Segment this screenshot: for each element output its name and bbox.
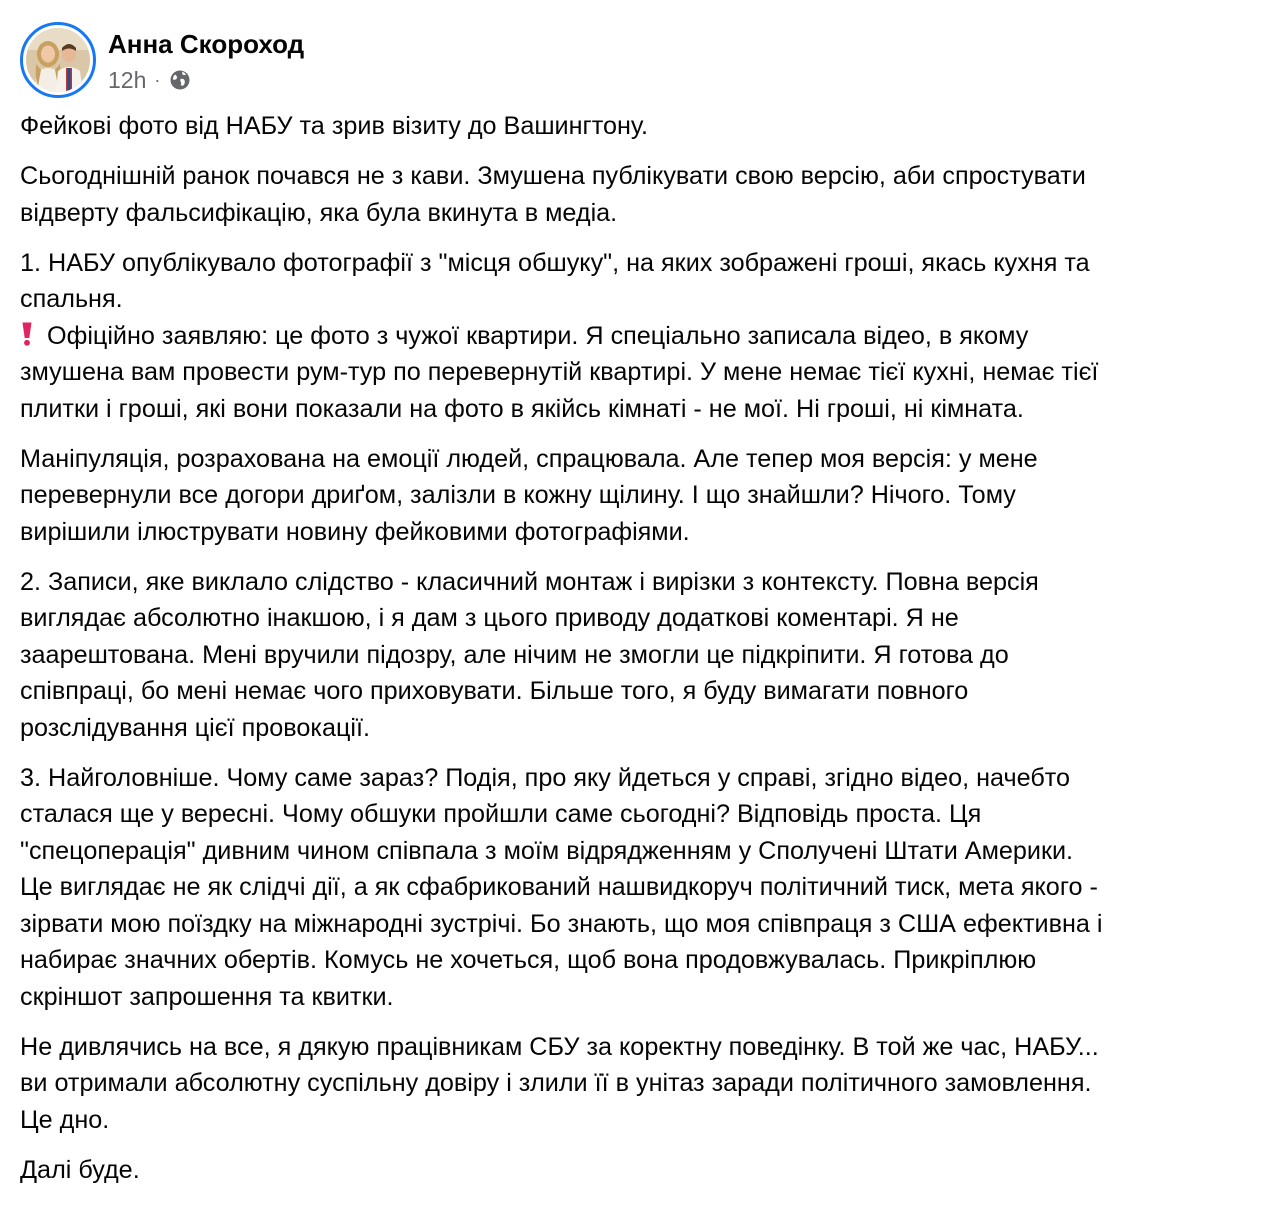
post-paragraph: Маніпуляція, розрахована на емоції людей, спрацювала. Але тепер моя версія: у мене перевернули все догори дриґом, залізли в кожну щілину. І що знайшли? Нічого. Тому вирішили ілюструвати новину фейковими фотографіями.	[20, 444, 1038, 546]
post-header	[20, 22, 304, 102]
post-paragraph: Сьогоднішній ранок почався не з кави. Змушена публікувати свою версію, аби спростувати відверту фальсифікацію, яка була вкинута в медіа.	[20, 162, 1086, 227]
post-paragraph: Далі буде.	[20, 1155, 140, 1184]
header-text	[108, 22, 304, 94]
post-paragraph: 3. Найголовніше. Чому саме зараз? Подія, про яку йдеться у справі, згідно відео, начебто сталася ще у вересні. Чому обшуки пройшли саме сьогодні? Відповідь проста. Ця "спецоперація" дивним чином співпала з моїм відрядженням у Сполучені Штати Америки. Це виглядає не як слідчі дії, а як сфабрикований нашвидкоруч політичний тиск, мета якого - зірвати мою поїздку на міжнародні зустрічі. Бо знають, що моя співпраця з США ефективна і набирає значних обертів. Комусь не хочеться, щоб вона продовжувалась. Прикріплюю скріншот запрошення та квитки.	[20, 763, 1103, 1011]
alert-text: Офіційно заявляю: це фото з чужої квартири. Я спеціально записала відео, в якому змушена вам провести рум-тур по перевернутій квартирі. У мене немає тієї кухні, немає тієї плитки і гроші, які вони показали на фото в якійсь кімнаті - не мої. Ні гроші, ні кімната.	[20, 321, 1099, 423]
avatar-photo-icon	[26, 28, 90, 92]
post-paragraph: Фейкові фото від НАБУ та зрив візиту до Вашингтону.	[20, 112, 648, 140]
post-meta	[108, 66, 304, 94]
globe-icon[interactable]	[168, 68, 192, 92]
author-name[interactable]: Анна Скороход	[108, 29, 305, 59]
post-paragraph: 2. Записи, яке виклало слідство - класичний монтаж і вирізки з контексту. Повна версія виглядає абсолютно інакшою, і я дам з цього приводу додаткові коментарі. Я не заарештована. Мені вручили підозру, але нічим не змогли це підкріпити. Я готова до співпраці, бо мені немає чого приховувати. Більше того, я буду вимагати повного розслідування цієї провокації.	[20, 567, 1039, 742]
post-body	[20, 108, 1260, 1202]
post-paragraph: Не дивлячись на все, я дякую працівникам СБУ за коректну поведінку. В той же час, НАБУ... ви отримали абсолютну суспільну довіру і злили її в унітаз заради політичного замовлення. Це дно.	[20, 1032, 1099, 1134]
author-avatar[interactable]	[20, 22, 96, 98]
post-timestamp[interactable]: 12h	[108, 67, 147, 93]
post-paragraph: 1. НАБУ опублікувало фотографії з "місця обшуку", на яких зображені гроші, якась кухня та спальня.	[20, 248, 1090, 313]
post-paragraph-alert	[20, 318, 1260, 428]
red-exclamation-icon	[20, 321, 34, 347]
meta-separator: ·	[154, 70, 161, 90]
